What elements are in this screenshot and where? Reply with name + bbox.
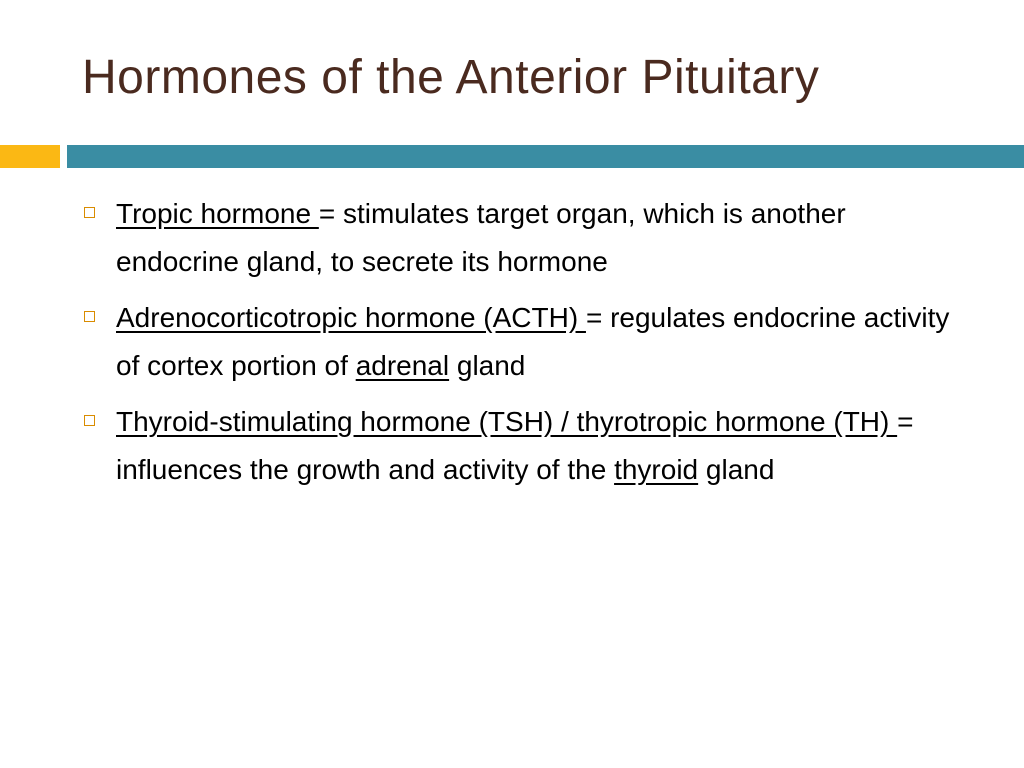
- bullet-list: [82, 190, 962, 502]
- definition-text: = stimulates target organ, which is another endocrine gland, to secrete its hormone: [116, 198, 846, 277]
- orange-accent-bar: [0, 145, 60, 168]
- definition-text-end: gland: [449, 350, 526, 381]
- teal-accent-bar: [67, 145, 1024, 168]
- bullet-item-tropic-hormone: [82, 190, 962, 286]
- term-tropic-hormone: Tropic hormone: [116, 198, 319, 229]
- square-bullet-icon: [84, 311, 95, 322]
- term-adrenal: adrenal: [355, 350, 450, 381]
- term-tsh: Thyroid-stimulating hormone (TSH) / thyrotropic hormone (TH): [116, 406, 898, 437]
- square-bullet-icon: [84, 415, 95, 426]
- definition-text-end: gland: [698, 454, 775, 485]
- square-bullet-icon: [84, 207, 95, 218]
- slide-title: Hormones of the Anterior Pituitary: [82, 51, 820, 104]
- term-acth: Adrenocorticotropic hormone (ACTH): [116, 302, 586, 333]
- term-thyroid: thyroid: [614, 454, 699, 485]
- bullet-item-acth: [82, 294, 962, 390]
- definition-text: = influences the growth and activity of the: [116, 406, 914, 485]
- definition-text: = regulates endocrine activity of cortex portion of: [116, 302, 950, 381]
- bullet-item-tsh: [82, 398, 962, 494]
